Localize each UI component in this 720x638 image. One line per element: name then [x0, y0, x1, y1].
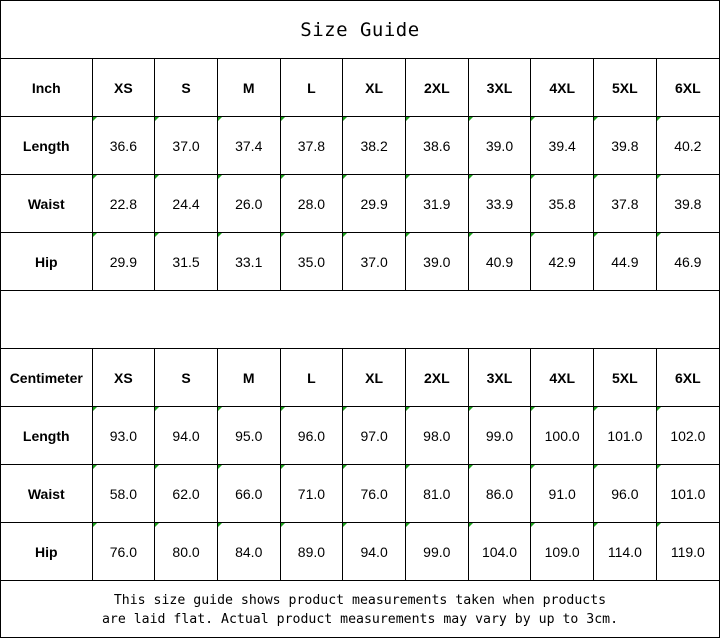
size-header: S	[155, 59, 218, 117]
measurement-value: 37.8	[594, 175, 657, 233]
measurement-value: 40.2	[656, 117, 719, 175]
measurement-value: 40.9	[468, 233, 531, 291]
size-header: 4XL	[531, 349, 594, 407]
measurement-value: 26.0	[217, 175, 280, 233]
measurement-value: 80.0	[155, 523, 218, 581]
measurement-value: 37.8	[280, 117, 343, 175]
measurement-value: 58.0	[92, 465, 155, 523]
measurement-value: 37.0	[343, 233, 406, 291]
size-header: L	[280, 59, 343, 117]
measurement-value: 42.9	[531, 233, 594, 291]
measurement-label: Hip	[1, 233, 92, 291]
size-header: XL	[343, 59, 406, 117]
size-header: M	[217, 59, 280, 117]
measurement-value: 22.8	[92, 175, 155, 233]
header-row	[1, 349, 719, 407]
measurement-value: 39.0	[405, 233, 468, 291]
size-header: 2XL	[405, 349, 468, 407]
measurement-value: 109.0	[531, 523, 594, 581]
size-header: L	[280, 349, 343, 407]
note-line-2: are laid flat. Actual product measurements may vary by up to 3cm.	[101, 611, 619, 627]
table-spacer	[1, 291, 719, 349]
table-row	[1, 407, 719, 465]
measurement-value: 37.4	[217, 117, 280, 175]
measurement-value: 86.0	[468, 465, 531, 523]
measurement-value: 95.0	[217, 407, 280, 465]
measurement-label: Length	[1, 407, 92, 465]
table-row	[1, 523, 719, 581]
measurement-value: 97.0	[343, 407, 406, 465]
table-row	[1, 175, 719, 233]
measurement-value: 119.0	[656, 523, 719, 581]
measurement-value: 101.0	[594, 407, 657, 465]
measurement-note	[1, 581, 719, 638]
measurement-value: 71.0	[280, 465, 343, 523]
measurement-value: 37.0	[155, 117, 218, 175]
measurement-value: 99.0	[405, 523, 468, 581]
size-header: 6XL	[656, 349, 719, 407]
measurement-value: 94.0	[343, 523, 406, 581]
measurement-value: 39.8	[656, 175, 719, 233]
size-header: XS	[92, 59, 155, 117]
measurement-value: 76.0	[92, 523, 155, 581]
measurement-value: 66.0	[217, 465, 280, 523]
measurement-value: 39.0	[468, 117, 531, 175]
measurement-value: 98.0	[405, 407, 468, 465]
size-header: 5XL	[594, 59, 657, 117]
measurement-value: 33.9	[468, 175, 531, 233]
unit-label: Inch	[1, 59, 92, 117]
measurement-value: 89.0	[280, 523, 343, 581]
measurement-value: 84.0	[217, 523, 280, 581]
measurement-value: 96.0	[594, 465, 657, 523]
measurement-value: 36.6	[92, 117, 155, 175]
measurement-value: 35.0	[280, 233, 343, 291]
measurement-value: 94.0	[155, 407, 218, 465]
size-header: 5XL	[594, 349, 657, 407]
size-header: XL	[343, 349, 406, 407]
measurement-value: 81.0	[405, 465, 468, 523]
measurement-label: Waist	[1, 465, 92, 523]
measurement-value: 31.5	[155, 233, 218, 291]
unit-label: Centimeter	[1, 349, 92, 407]
measurement-label: Hip	[1, 523, 92, 581]
inch-size-table	[1, 59, 719, 291]
note-line-1: This size guide shows product measurements taken when products	[113, 592, 607, 608]
measurement-value: 96.0	[280, 407, 343, 465]
size-header: 3XL	[468, 349, 531, 407]
measurement-value: 46.9	[656, 233, 719, 291]
measurement-value: 39.8	[594, 117, 657, 175]
page-title: Size Guide	[300, 18, 420, 41]
measurement-value: 33.1	[217, 233, 280, 291]
table-row	[1, 117, 719, 175]
size-header: 2XL	[405, 59, 468, 117]
measurement-value: 100.0	[531, 407, 594, 465]
measurement-value: 99.0	[468, 407, 531, 465]
measurement-value: 29.9	[92, 233, 155, 291]
size-header: M	[217, 349, 280, 407]
measurement-value: 62.0	[155, 465, 218, 523]
measurement-value: 93.0	[92, 407, 155, 465]
measurement-value: 35.8	[531, 175, 594, 233]
header-row	[1, 59, 719, 117]
size-header: XS	[92, 349, 155, 407]
size-header: 4XL	[531, 59, 594, 117]
measurement-label: Length	[1, 117, 92, 175]
measurement-value: 29.9	[343, 175, 406, 233]
size-header: 6XL	[656, 59, 719, 117]
title-row	[1, 1, 719, 59]
measurement-value: 91.0	[531, 465, 594, 523]
measurement-value: 38.2	[343, 117, 406, 175]
measurement-value: 101.0	[656, 465, 719, 523]
size-header: 3XL	[468, 59, 531, 117]
measurement-value: 44.9	[594, 233, 657, 291]
measurement-value: 114.0	[594, 523, 657, 581]
measurement-value: 104.0	[468, 523, 531, 581]
measurement-value: 76.0	[343, 465, 406, 523]
measurement-value: 39.4	[531, 117, 594, 175]
measurement-value: 24.4	[155, 175, 218, 233]
measurement-value: 38.6	[405, 117, 468, 175]
measurement-label: Waist	[1, 175, 92, 233]
table-row	[1, 233, 719, 291]
table-row	[1, 465, 719, 523]
size-header: S	[155, 349, 218, 407]
centimeter-size-table	[1, 349, 719, 581]
measurement-value: 28.0	[280, 175, 343, 233]
measurement-value: 31.9	[405, 175, 468, 233]
measurement-value: 102.0	[656, 407, 719, 465]
